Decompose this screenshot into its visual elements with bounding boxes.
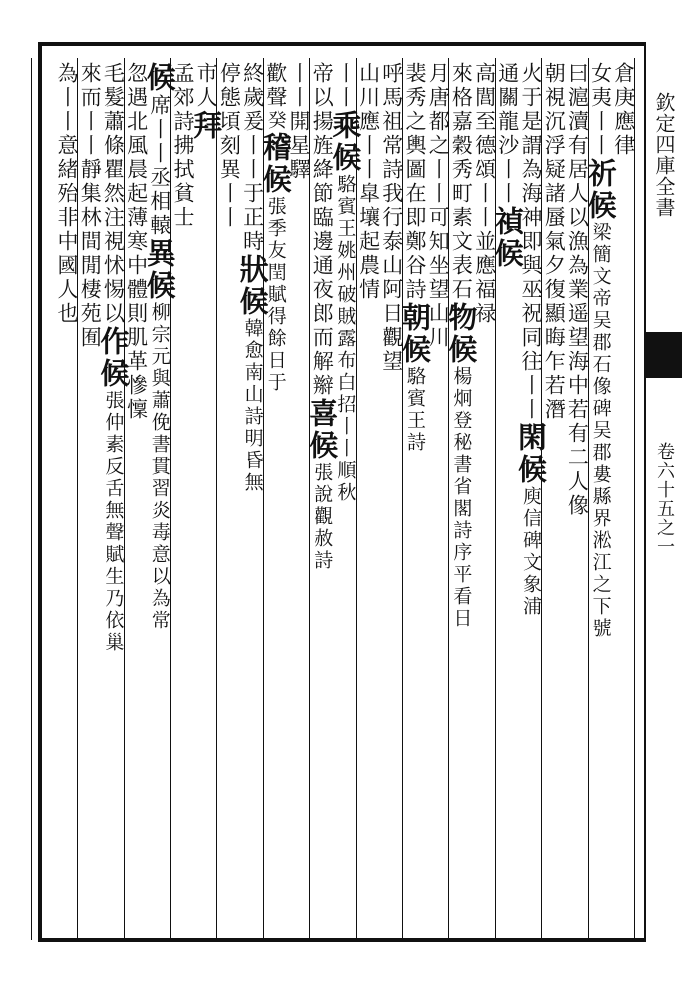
- entry-heading: 狀候: [235, 254, 270, 318]
- text-run: 來格嘉穀秀町素文表石: [449, 62, 474, 302]
- entry-heading: 物候: [444, 302, 479, 366]
- entry-heading: 異候: [142, 238, 177, 302]
- source-note: 張季友閏賦得餘日于: [264, 196, 287, 394]
- text-run: 丨丨開星驛: [287, 62, 311, 182]
- text-run: 市人: [194, 62, 219, 110]
- text-run: 倉庚應律: [611, 62, 636, 158]
- text-run: 停態頃刻異丨丨: [217, 62, 242, 230]
- source-note: 梁簡文帝吴郡石像碑吴郡婁縣界淞江之下號: [589, 222, 612, 640]
- text-run: 朝視沉浮疑諸蜃氣夕復顯晦乍若潛: [542, 62, 567, 422]
- source-note: 楊炯登秘書省閣詩序平看日: [450, 366, 473, 630]
- text-run: 呼馬祖常詩我行泰山阿日觀望: [379, 62, 404, 374]
- column-rule: [170, 58, 171, 940]
- column-rule: [634, 58, 635, 940]
- column-rule: [31, 58, 32, 940]
- text-run: 為丨丨意緒殆非中國人也: [55, 62, 79, 326]
- text-run: 女夷丨丨: [588, 62, 613, 158]
- text-run: 通關龍沙丨丨: [495, 62, 520, 206]
- entry-heading: 閑候: [514, 422, 548, 486]
- entry-heading: 禎候: [490, 206, 525, 270]
- text-run: 丨丨: [333, 62, 358, 110]
- column-rule: [309, 58, 310, 940]
- text-run: 月唐都之丨丨可知坐望山川: [426, 62, 451, 350]
- column-rule: [124, 58, 125, 940]
- source-note: 張仲素反舌無聲賦生乃依巢: [102, 390, 125, 654]
- text-run: 終歲爰丨丨于正時: [240, 62, 265, 254]
- source-note: 韓愈南山詩明昏無: [241, 318, 264, 494]
- entry-heading: 喜候: [305, 398, 340, 462]
- entry-heading: 祈候: [583, 158, 618, 222]
- source-note: 柳宗元與蕭俛書貫習炎毒意以為常: [148, 302, 171, 632]
- text-run: 火于是謂為海神即與巫祝同往丨丨: [519, 62, 543, 422]
- text-run: 山川應丨丨皐壤起農情: [356, 62, 381, 302]
- entry-heading: 作候: [96, 326, 131, 390]
- text-run: 席丨丨丞相轅: [147, 94, 172, 238]
- column-rule: [216, 58, 217, 940]
- margin-volume: 卷六十五之一: [654, 442, 675, 556]
- text-run: 帝以揚旌絳節臨邊通夜郎而解辮: [310, 62, 335, 398]
- column-rule: [356, 58, 357, 940]
- source-note: 駱賓王詩: [404, 366, 426, 454]
- source-note: 庾信碑文象浦: [520, 486, 542, 618]
- margin-band: [644, 42, 682, 942]
- column-rule: [263, 58, 264, 940]
- text-run: 毛髮蕭條瞿然注視怵惕以: [101, 62, 126, 326]
- column-rule: [495, 58, 496, 940]
- text-run: 來而丨丨靜集林間閒棲苑囿: [78, 62, 103, 350]
- column-rule: [77, 58, 78, 940]
- entry-heading: 乘候: [328, 110, 363, 174]
- entry-heading: 朝候: [398, 302, 432, 366]
- text-column: [50, 62, 84, 932]
- margin-title: 欽定四庫全書: [652, 92, 676, 218]
- text-run: 忽遇北風晨起薄寒中體則肌革慘懍: [124, 62, 149, 422]
- source-note: 癸: [264, 110, 287, 132]
- column-rule: [402, 58, 403, 940]
- source-note: 駱賓王姚州破賊露布白招丨丨順秋: [334, 174, 357, 504]
- text-run: 歡聲: [263, 62, 288, 110]
- entry-heading: 拜: [189, 110, 224, 142]
- entry-heading: 稽候: [258, 132, 293, 196]
- text-run: 曰滬瀆有居人以漁為業遥望海中若有二人像: [565, 62, 590, 518]
- text-run: 高閭至德頌丨丨並應福禄: [472, 62, 497, 326]
- column-rule: [588, 58, 589, 940]
- text-run: 裴秀之輿圖在即鄭谷詩: [403, 62, 427, 302]
- fish-tail-ornament: [646, 332, 682, 378]
- column-rule: [541, 58, 542, 940]
- entry-heading: 候: [142, 62, 177, 94]
- text-run: 孟郊詩拂拭貧士: [171, 62, 195, 230]
- source-note: 張說觀赦詩: [311, 462, 334, 572]
- column-rule: [448, 58, 449, 940]
